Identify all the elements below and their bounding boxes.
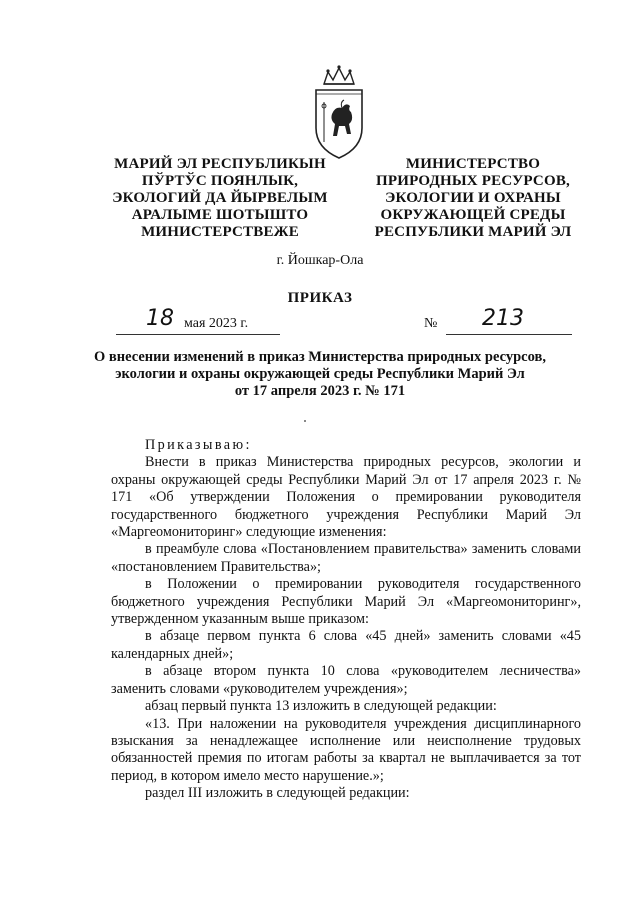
order-date-day: 18 (146, 306, 174, 331)
header-right-line: ПРИРОДНЫХ РЕСУРСОВ, (375, 173, 570, 189)
document-title: ПРИКАЗ (287, 290, 353, 306)
body-paragraph: абзац первый пункта 13 изложить в следующей редакции: (145, 698, 497, 715)
body-paragraph: «13. При наложении на руководителя учреждения дисциплинарного взыскания за ненадлежащее исполнение или неисполнение трудовых обязанностей премия по итогам работы за квартал не выплачивается за тот период, в котором имело место нарушение.»; (111, 715, 581, 784)
body-paragraph: в преамбуле слова «Постановлением правительства» заменить словами «постановлением Правительства»; (111, 541, 581, 575)
body-paragraph: раздел III изложить в следующей редакции: (145, 785, 410, 802)
header-left-mari (110, 156, 330, 241)
body-paragraph: в абзаце втором пункта 10 слова «руководителем лесничества» заменить словами «руководителем учреждения»; (111, 663, 581, 697)
header-right-line: МИНИСТЕРСТВО (405, 156, 541, 172)
body-paragraph: в абзаце первом пункта 6 слова «45 дней» заменить словами «45 календарных дней»; (111, 628, 581, 662)
order-word: Приказываю: (145, 437, 252, 453)
header-right-line: ЭКОЛОГИИ И ОХРАНЫ (385, 190, 561, 206)
header-right-russian (368, 156, 578, 241)
header-left-line: ЭКОЛОГИЙ ДА ЙЫРВЕЛЫМ (112, 190, 328, 206)
header-left-line: МАРИЙ ЭЛ РЕСПУБЛИКЫН (114, 156, 326, 172)
order-number-value: 213 (482, 306, 524, 331)
order-date (116, 306, 280, 335)
header-left-line: АРАЛЫМЕ ШОТЫШТО (131, 207, 309, 223)
header-left-line: ПЎРТЎС ПОЯНЛЫК, (141, 173, 299, 189)
subject-line: от 17 апреля 2023 г. № 171 (234, 383, 406, 399)
coat-of-arms-emblem (302, 62, 376, 162)
order-date-month-year: мая 2023 г. (184, 316, 249, 331)
order-subject (80, 349, 560, 400)
subject-line: экологии и охраны окружающей среды Республики Марий Эл (115, 366, 525, 382)
city-name: г. Йошкар-Ола (276, 253, 364, 268)
number-underline (446, 306, 572, 335)
subject-line: О внесении изменений в приказ Министерства природных ресурсов, (94, 349, 546, 365)
stray-mark (304, 420, 306, 422)
order-number (424, 306, 572, 334)
header-left-line: МИНИСТЕРСТВЕЖЕ (141, 224, 299, 240)
number-sign: № (424, 316, 438, 331)
body-paragraph: Внести в приказ Министерства природных ресурсов, экологии и охраны окружающей среды Республики Марий Эл от 17 апреля 2023 г. № 171 «Об утверждении Положения о премировании руководителя государственного бюджетного учреждения Республики Марий Эл «Маргеомониторинг» следующие изменения: (111, 454, 581, 541)
header-right-line: ОКРУЖАЮЩЕЙ СРЕДЫ (380, 207, 566, 223)
body-paragraph: в Положении о премировании руководителя государственного бюджетного учреждения Республики Марий Эл «Маргеомониторинг», утвержденном указанным выше приказом: (111, 576, 581, 628)
order-body (111, 437, 581, 803)
header-right-line: РЕСПУБЛИКИ МАРИЙ ЭЛ (374, 224, 572, 240)
